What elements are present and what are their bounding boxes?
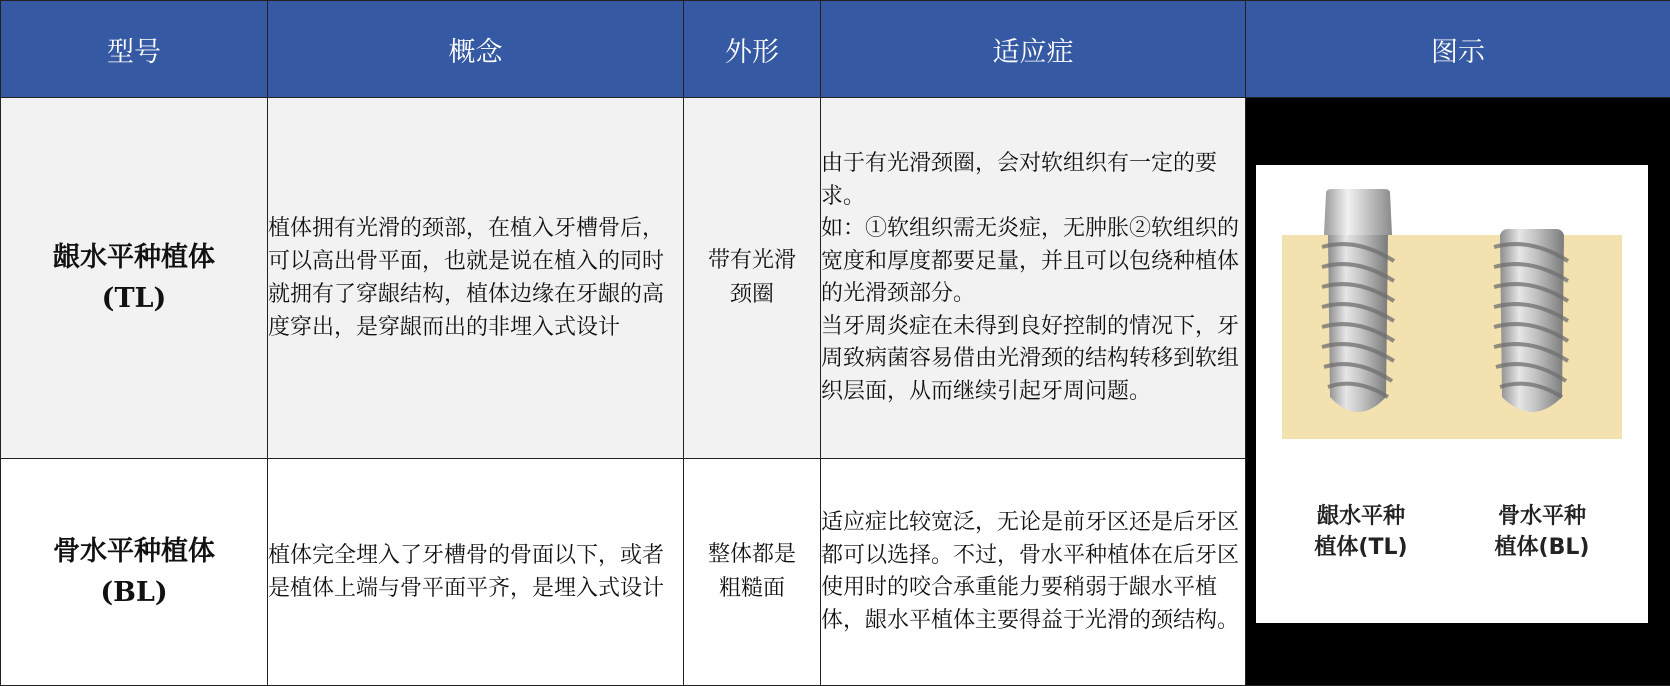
shape-cell-bl [684,459,821,686]
caption-tl: 龈水平种 植体(TL) [1314,504,1408,560]
shape-cell-tl [684,98,821,459]
tl-implant-icon [1322,189,1394,412]
shape-text-bl: 整体都是粗糙面 [707,542,796,601]
model-code-bl: (BL) [100,577,168,608]
model-cell-bl [1,459,268,686]
indications-cell-tl [821,98,1246,459]
model-name-bl: 骨水平种植体 [53,536,215,567]
indication-paragraph: 适应症比较宽泛，无论是前牙区还是后牙区都可以选择。不过，骨水平种植体在后牙区使用时的咬合承重能力要稍弱于龈水平植体，龈水平植体主要得益于光滑的颈结构。 [821,510,1240,633]
indication-paragraph: 由于有光滑颈圈，会对软组织有一定的要求。 [821,151,1218,209]
model-code-tl: (TL) [101,283,167,314]
indications-cell-bl [821,459,1246,686]
implant-illustration [1256,165,1648,623]
model-name-tl: 龈水平种植体 [53,242,215,273]
header-row [1,1,1670,98]
caption-bl: 骨水平种 植体(BL) [1494,504,1590,560]
indication-paragraph: 如：①软组织需无炎症，无肿胀②软组织的宽度和厚度都要足量，并且可以包绕种植体的光滑颈部分。 [821,216,1240,306]
indication-paragraph: 当牙周炎症在未得到良好控制的情况下，牙周致病菌容易借由光滑颈的结构转移到软组织层面，从而继续引起牙周问题。 [821,313,1240,404]
header-figure: 图示 [1246,1,1670,98]
model-cell-tl [1,98,268,459]
header-model: 型号 [1,1,268,98]
bl-implant-icon [1494,229,1568,412]
table-row-tl [1,98,1670,459]
header-indications: 适应症 [821,1,1246,98]
header-concept: 概念 [268,1,684,98]
shape-text-tl: 带有光滑颈圈 [707,248,796,307]
concept-cell-tl: 植体拥有光滑的颈部，在植入牙槽骨后，可以高出骨平面，也就是说在植入的同时就拥有了穿龈结构，植体边缘在牙龈的高度穿出，是穿龈而出的非埋入式设计 [268,98,684,459]
concept-cell-bl: 植体完全埋入了牙槽骨的骨面以下，或者是植体上端与骨平面平齐，是埋入式设计 [268,459,684,686]
figure-cell [1246,98,1670,686]
header-shape: 外形 [684,1,821,98]
